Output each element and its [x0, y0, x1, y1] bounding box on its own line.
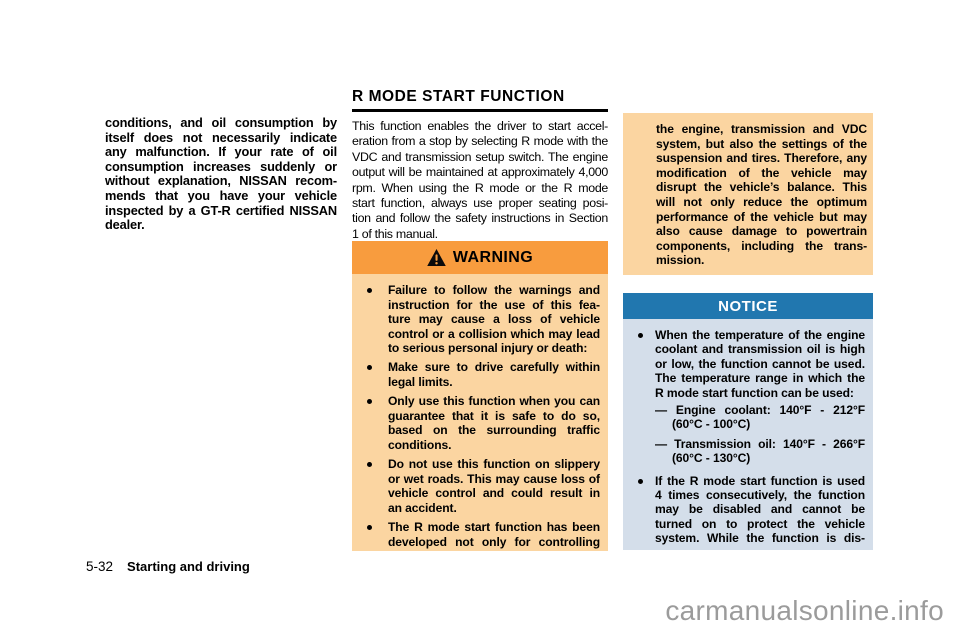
warning-continuation-box: the engine, transmission and VDC system, but also the settings of the suspension and tires. Therefore, any modification of the vehicle may disrupt the vehicle’s balance. This will not only reduce the optimum performance of the vehicle but may also cause damage to powertrain components, including the trans- mission. — [623, 113, 873, 275]
section-heading-block — [352, 88, 608, 112]
bullet-marker — [367, 399, 372, 404]
bullet-marker — [367, 365, 372, 370]
heading-rule — [352, 109, 608, 112]
bullet-text: Do not use this function on slippery or wet roads. This may cause loss of vehicle control and could result in an accident. — [388, 457, 600, 515]
notice-header — [623, 293, 873, 319]
bullet-text: Failure to follow the warnings and instruction for the use of this fea- ture may cause a loss of vehicle control or a collision which may lead to serious personal injury or death: — [388, 283, 600, 356]
bullet-text: Make sure to drive carefully within legal limits. — [388, 360, 600, 390]
notice-box — [623, 293, 873, 550]
bullet-marker — [367, 525, 372, 530]
bullet-text: When the temperature of the engine coolant and transmission oil is high or low, the function cannot be used. The temperature range in which the R mode start function can be used: — [655, 328, 865, 400]
left-column-paragraph: conditions, and oil consumption by itself does not necessarily indicate any malfunction. If your rate of oil consumption increases suddenly or without explanation, NISSAN recom- mends that you have your vehicle inspected by a GT-R certified NISSAN dealer. — [105, 115, 337, 233]
notice-bullet-2 — [637, 474, 865, 546]
warning-bullet-1 — [364, 283, 600, 356]
page-footer — [86, 559, 250, 575]
section-heading: R MODE START FUNCTION — [352, 88, 565, 105]
watermark-text: carmanualsonline.info — [665, 595, 944, 626]
warning-box — [352, 241, 608, 551]
notice-subitem-transmission-oil: — Transmission oil: 140°F - 266°F (60°C - 130°C) — [655, 436, 865, 466]
page-number: 5-32 — [86, 559, 114, 574]
bullet-marker — [638, 333, 643, 338]
notice-title: NOTICE — [718, 297, 778, 315]
notice-subitem-engine-coolant: — Engine coolant: 140°F - 212°F (60°C - 100°C) — [655, 403, 865, 432]
warning-bullet-3 — [364, 394, 600, 452]
bullet-marker — [367, 462, 372, 467]
warning-bullet-2 — [364, 360, 600, 389]
bullet-text: If the R mode start function is used 4 times consecutively, the function may be disabled and cannot be turned on to protect the vehicle system. While the function is dis- — [655, 473, 865, 546]
bullet-marker — [638, 479, 643, 484]
notice-bullet-1 — [637, 328, 865, 400]
warning-triangle-icon — [427, 249, 446, 266]
warning-title: WARNING — [452, 248, 534, 266]
notice-bullet-list — [623, 319, 873, 546]
bullet-text: The R mode start function has been developed not only for controlling — [388, 519, 600, 549]
warning-bullet-4 — [364, 457, 600, 515]
bullet-marker — [367, 288, 372, 293]
bullet-text: Only use this function when you can guarantee that it is safe to do so, based on the surrounding traffic conditions. — [388, 394, 600, 452]
intro-paragraph: This function enables the driver to start accel- eration from a stop by selecting R mode with the VDC and transmission setup switch. The engine output will be maintained at approximately 4,000 rpm. When using the R mode or the R mode start function, always use proper seating posi- tion and follow the safety instructions in Section 1 of this manual. — [352, 119, 608, 241]
warning-bullet-list — [352, 274, 608, 549]
warning-header — [352, 241, 608, 274]
footer-section-title: Starting and driving — [127, 559, 250, 574]
warning-bullet-5 — [364, 520, 600, 549]
